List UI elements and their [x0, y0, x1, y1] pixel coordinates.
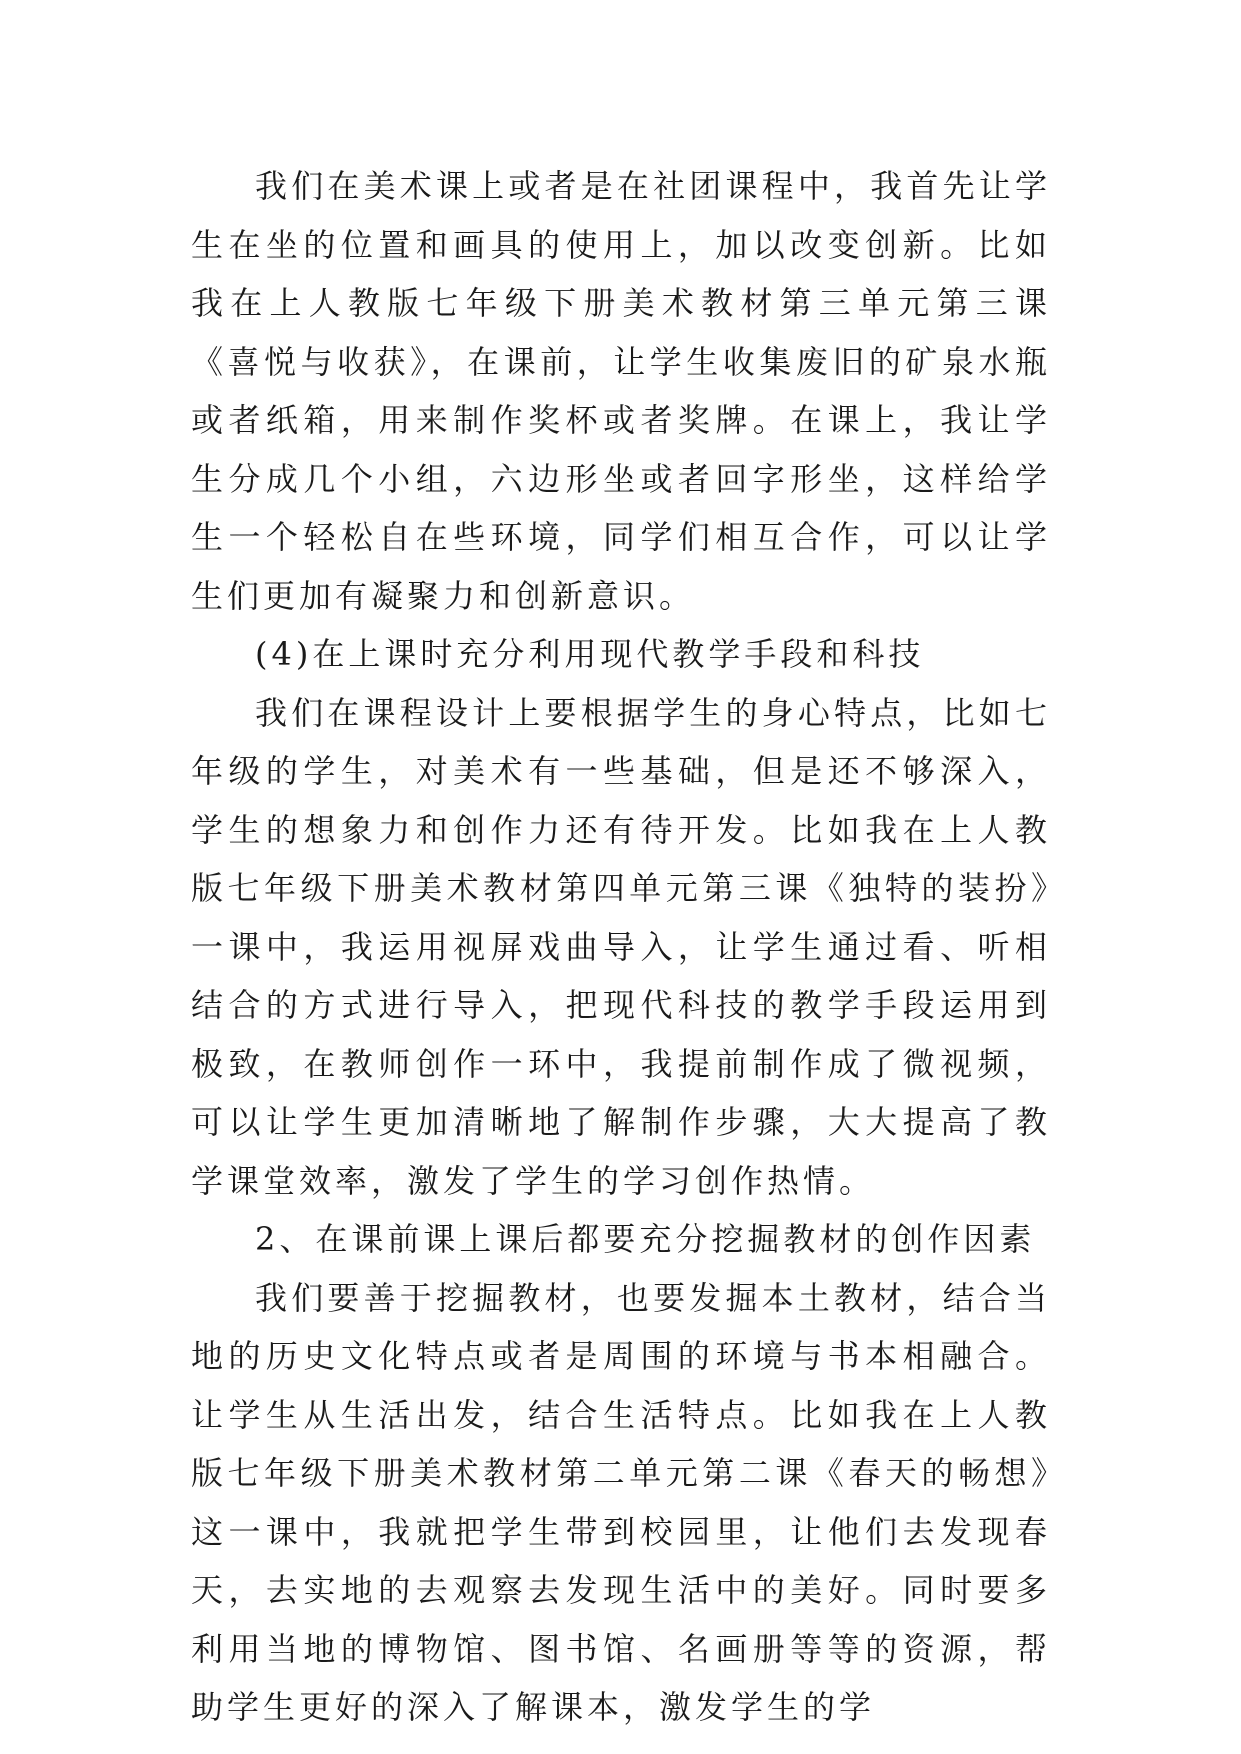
- document-page: [191, 157, 1051, 1737]
- body-paragraph: 我们在美术课上或者是在社团课程中，我首先让学生在坐的位置和画具的使用上，加以改变创新。比如我在上人教版七年级下册美术教材第三单元第三课《喜悦与收获》，在课前，让学生收集废旧的矿泉水瓶或者纸箱，用来制作奖杯或者奖牌。在课上，我让学生分成几个小组，六边形坐或者回字形坐，这样给学生一个轻松自在些环境，同学们相互合作，可以让学生们更加有凝聚力和创新意识。: [191, 167, 1051, 615]
- section-heading: 2、在课前课上课后都要充分挖掘教材的创作因素: [255, 1220, 1036, 1258]
- section-heading: (4)在上课时充分利用现代教学手段和科技: [255, 635, 925, 673]
- body-paragraph: 我们要善于挖掘教材，也要发掘本土教材，结合当地的历史文化特点或者是周围的环境与书本相融合。让学生从生活出发，结合生活特点。比如我在上人教版七年级下册美术教材第二单元第二课《春天的畅想》这一课中，我就把学生带到校园里，让他们去发现春天，去实地的去观察去发现生活中的美好。同时要多利用当地的博物馆、图书馆、名画册等等的资源，帮助学生更好的深入了解课本，激发学生的学: [191, 1278, 1051, 1726]
- body-paragraph: 我们在课程设计上要根据学生的身心特点，比如七年级的学生，对美术有一些基础，但是还不够深入，学生的想象力和创作力还有待开发。比如我在上人教版七年级下册美术教材第四单元第三课《独特的装扮》一课中，我运用视屏戏曲导入，让学生通过看、听相结合的方式进行导入，把现代科技的教学手段运用到极致，在教师创作一环中，我提前制作成了微视频，可以让学生更加清晰地了解制作步骤，大大提高了教学课堂效率，激发了学生的学习创作热情。: [191, 693, 1051, 1200]
